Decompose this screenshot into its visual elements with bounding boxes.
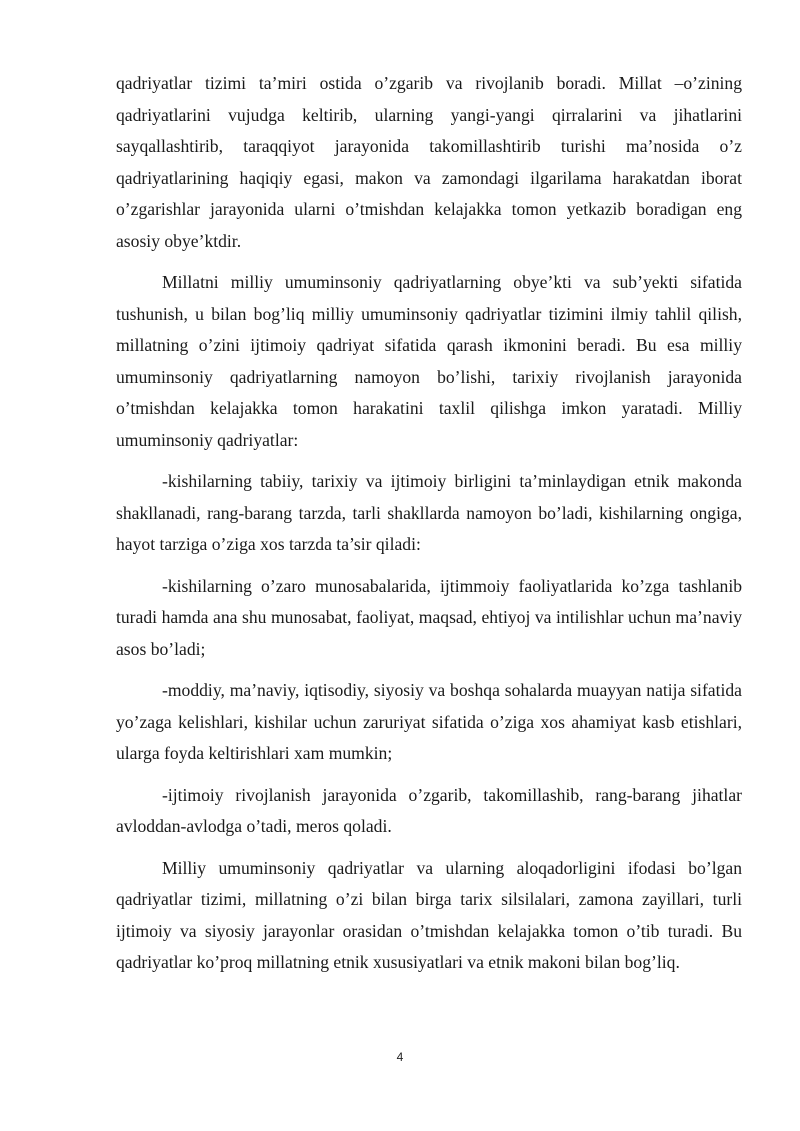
paragraph-millat: Millatni milliy umuminsoniy qadriyatlarning obye’kti va sub’yekti sifatida tushunish, u bilan bog’liq milliy umuminsoniy qadriyatlar tizimini ilmiy tahlil qilish, millatning o’zini ijtimoiy qadriyat sifatida qarash ikmonini beradi. Bu esa milliy umuminsoniy qadriyatlarning namoyon bo’lishi, tarixiy rivojlanish jarayonida o’tmishdan kelajakka tomon harakatini taxlil qilishga imkon yaratadi. Milliy umuminsoniy qadriyatlar: xyxy=(116,272,742,450)
document-body xyxy=(116,68,742,979)
paragraph-list-item-3: -moddiy, ma’naviy, iqtisodiy, siyosiy va boshqa sohalarda muayyan natija sifatida yo’zaga kelishlari, kishilar uchun zaruriyat sifatida o’ziga xos ahamiyat kasb etishlari, ularga foyda keltirishlari xam mumkin; xyxy=(116,680,742,763)
paragraph-list-item-4: -ijtimoiy rivojlanish jarayonida o’zgarib, takomillashib, rang-barang jihatlar avloddan-avlodga o’tadi, meros qoladi. xyxy=(116,784,742,836)
paragraph-list-item-2: -kishilarning o’zaro munosabalarida, ijtimmoiy faoliyatlarida ko’zga tashlanib turadi hamda ana shu munosabat, faoliyat, maqsad, ehtiyoj va intilishlar uchun ma’naviy asos bo’ladi; xyxy=(116,575,742,659)
paragraph-qadriyatlar-tizimi: Milliy umuminsoniy qadriyatlar va ularning aloqadorligini ifodasi bo’lgan qadriyatlar tizimi, millatning o’zi bilan birga tarix silsilalari, zamona zayillari, turli ijtimoiy va siyosiy jarayonlar orasidan o’tmishdan kelajakka tomon o’tib turadi. Bu qadriyatlar ko’proq millatning etnik xususiyatlari va etnik makoni bilan bog’liq. xyxy=(116,857,742,972)
paragraph-list-item-1: -kishilarning tabiiy, tarixiy va ijtimoiy birligini ta’minlaydigan etnik makonda shakllanadi, rang-barang tarzda, tarli shakllarda namoyon bo’ladi, kishilarning ongiga, hayot tarziga o’ziga xos tarzda ta’sir qiladi: xyxy=(116,471,742,554)
paragraph-continuation: qadriyatlar tizimi ta’miri ostida o’zgarib va rivojlanib boradi. Millat –o’zining qadriyatlarini vujudga keltirib, ularning yangi-yangi qirralarini va jihatlarini sayqallashtirib, taraqqiyot jarayonida takomillashtirib turishi ma’nosida o’z qadriyatlarining haqiqiy egasi, makon va zamondagi ilgarilama harakatdan iborat o’zgarishlar jarayonida ularni o’tmishdan kelajakka tomon yetkazib boradigan eng asosiy obye’ktdir. xyxy=(116,73,742,251)
page-number: 4 xyxy=(396,1050,404,1064)
